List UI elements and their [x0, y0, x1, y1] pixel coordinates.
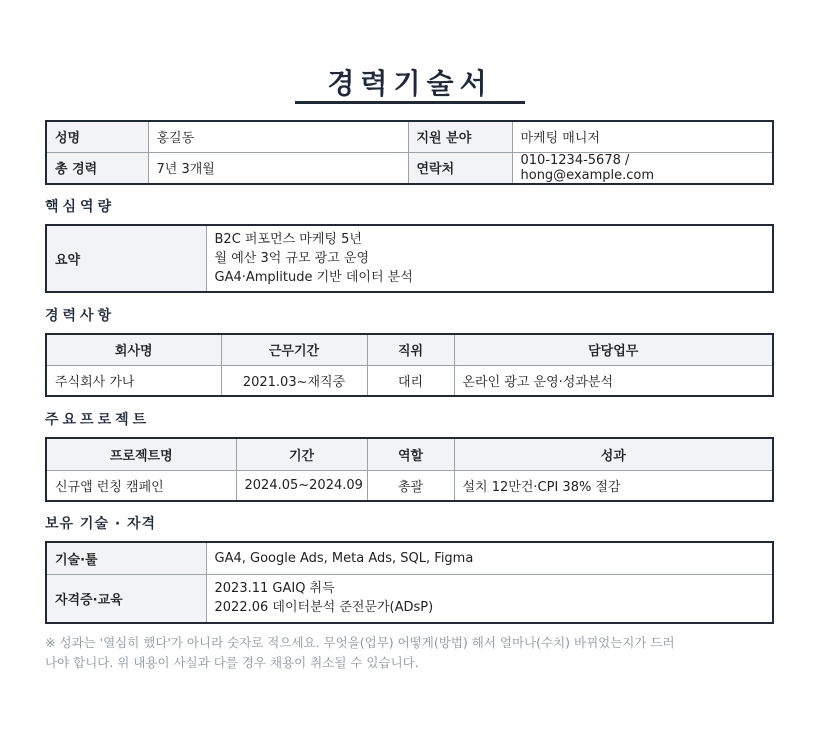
name-value: 홍길동	[148, 121, 408, 152]
table-row	[46, 365, 773, 396]
project-result: 설치 12만건·CPI 38% 절감	[454, 470, 773, 501]
section-core-heading: 핵심역량	[45, 199, 116, 215]
project-name: 신규앱 런칭 캠페인	[46, 470, 236, 501]
section-career-heading: 경력사항	[45, 308, 116, 324]
cert-label: 자격증·교육	[46, 574, 206, 623]
core-table	[45, 224, 774, 293]
section-projects-heading: 주요프로젝트	[45, 412, 151, 428]
career-duty: 온라인 광고 운영·성과분석	[454, 365, 773, 396]
projects-table	[45, 437, 774, 502]
project-role: 총괄	[367, 470, 454, 501]
project-period: 2024.05~2024.09	[236, 470, 367, 501]
career-header: 회사명	[46, 334, 221, 365]
career-table	[45, 333, 774, 397]
footer-note: ※ 성과는 '열심히 했다'가 아니라 숫자로 적으세요. 무엇을(업무) 어떻게(방법) 해서 얼마나(수치) 바뀌었는지가 드러나야 합니다. 위 내용이 사실과 다를 경우 채용이 취소될 수 있습니다.	[45, 635, 675, 670]
tools-label: 기술·툴	[46, 542, 206, 574]
career-header: 직위	[367, 334, 454, 365]
project-header: 프로젝트명	[46, 438, 236, 470]
field-label: 지원 분야	[408, 121, 512, 152]
project-header: 성과	[454, 438, 773, 470]
career-period: 2021.03~재직중	[221, 365, 367, 396]
career-position: 대리	[367, 365, 454, 396]
career-label: 총 경력	[46, 152, 148, 184]
basic-info-table	[45, 120, 774, 185]
cert-line: 2022.06 데이터분석 준전문가(ADsP)	[214, 600, 434, 616]
project-header: 기간	[236, 438, 367, 470]
cert-line: 2023.11 GAIQ 취득	[214, 581, 335, 597]
section-skills-heading: 보유 기술 · 자격	[45, 516, 157, 532]
tools-value: GA4, Google Ads, Meta Ads, SQL, Figma	[206, 542, 773, 574]
page-title: 경력기술서	[327, 67, 493, 100]
career-value: 7년 3개월	[148, 152, 408, 184]
career-header: 근무기간	[221, 334, 367, 365]
title-underline	[295, 101, 525, 104]
summary-value	[206, 225, 773, 292]
project-header: 역할	[367, 438, 454, 470]
summary-label: 요약	[46, 225, 206, 292]
table-row	[46, 470, 773, 501]
summary-line: 월 예산 3억 규모 광고 운영	[214, 251, 370, 266]
cert-value	[206, 574, 773, 623]
summary-line: GA4·Amplitude 기반 데이터 분석	[214, 270, 413, 285]
contact-label: 연락처	[408, 152, 512, 184]
name-label: 성명	[46, 121, 148, 152]
summary-line: B2C 퍼포먼스 마케팅 5년	[214, 232, 362, 247]
contact-value: 010-1234-5678 / hong@example.com	[512, 152, 773, 184]
field-value: 마케팅 매니저	[512, 121, 773, 152]
career-company: 주식회사 가나	[46, 365, 221, 396]
skills-table	[45, 541, 774, 624]
career-header: 담당업무	[454, 334, 773, 365]
